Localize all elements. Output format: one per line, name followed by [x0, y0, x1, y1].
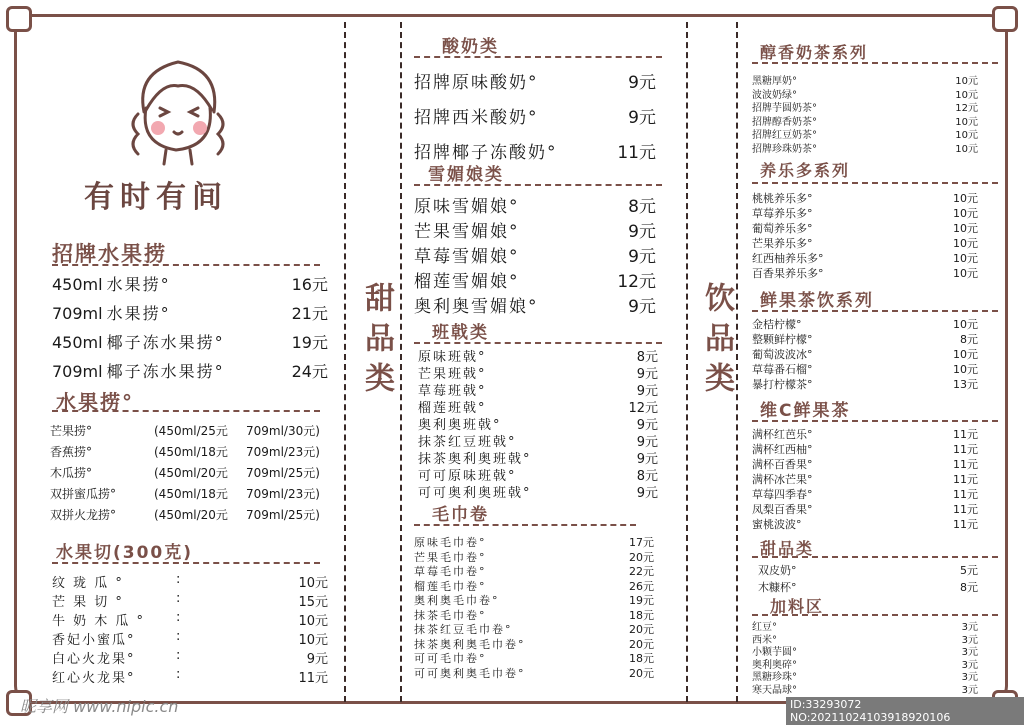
dessert-category-label: 甜品类 — [359, 282, 394, 402]
menu-item-name: 草莓班戟° — [418, 384, 487, 399]
menu-item-name: 草莓四季春° — [752, 488, 813, 501]
menu-item-price: 9元 — [636, 452, 658, 467]
divider-2 — [400, 22, 402, 702]
menu-item-price: 9元 — [628, 297, 656, 317]
menu-item-name: 黑糖厚奶° — [752, 76, 797, 87]
menu-item-name: 满杯百香果° — [752, 458, 813, 471]
section-title-vitc: 维C鲜果茶 — [760, 401, 851, 421]
section-divider — [752, 310, 998, 312]
menu-item-price: 9元 — [628, 222, 656, 242]
menu-item-price: 17元 — [629, 536, 654, 549]
menu-item-price: 10元 — [953, 318, 978, 331]
section-divider — [752, 556, 998, 558]
menu-item-name: 寒天晶球° — [752, 684, 797, 696]
menu-item — [752, 205, 978, 221]
menu-item-price: 3元 — [961, 684, 978, 696]
menu-item-price: 10元 — [955, 116, 978, 128]
menu-item — [52, 272, 328, 295]
menu-item-colon: : — [176, 629, 181, 644]
menu-item — [752, 220, 978, 236]
menu-item — [752, 190, 978, 206]
menu-item — [52, 301, 328, 324]
section-divider — [52, 562, 320, 564]
menu-item — [758, 579, 978, 595]
menu-item — [52, 591, 328, 610]
menu-item-name: 桃桃养乐多° — [752, 192, 813, 205]
menu-item-name: 抹茶红豆班戟° — [418, 435, 517, 450]
menu-item-price: 3元 — [961, 634, 978, 646]
menu-item-price: 3元 — [961, 659, 978, 671]
menu-item-name: 金桔柠檬° — [752, 318, 802, 331]
menu-item-price: 16元 — [291, 275, 328, 294]
menu-item-a: (450ml/18元 — [154, 487, 228, 501]
menu-item-price: 12元 — [955, 103, 978, 114]
menu-item — [752, 486, 978, 502]
menu-item-name: 抹茶奥利奥班戟° — [418, 452, 532, 467]
menu-item-name: 水果捞° — [106, 304, 171, 323]
menu-item-name: 招牌珍珠奶茶° — [752, 143, 817, 155]
menu-item — [414, 68, 656, 93]
menu-item-name: 葡萄养乐多° — [752, 222, 813, 235]
menu-item-name: 可可奥利奥毛巾卷° — [414, 666, 526, 680]
menu-item-name: 木糠杯° — [758, 581, 797, 594]
menu-item-price: 10元 — [955, 76, 978, 87]
menu-item-name: 暴打柠檬茶° — [752, 378, 813, 391]
menu-item-name: 满杯冰芒果° — [752, 473, 813, 486]
divider-1 — [344, 22, 346, 702]
menu-item-price: 13元 — [953, 378, 978, 391]
menu-item-price: 11元 — [953, 428, 978, 441]
section-title-fruit-laogao: 招牌水果捞 — [52, 242, 167, 266]
menu-item — [752, 316, 978, 332]
menu-item-name: 芒果捞° — [50, 424, 93, 438]
menu-item-name: 可可奥利奥班戟° — [418, 486, 532, 501]
menu-item-price: 3元 — [961, 672, 978, 683]
menu-item-name: 抹茶毛巾卷° — [414, 608, 487, 622]
menu-item-name: 椰子冻水果捞° — [106, 333, 225, 352]
menu-item-name: 草莓养乐多° — [752, 207, 813, 220]
menu-item — [414, 242, 656, 267]
menu-item — [758, 562, 978, 578]
menu-item-price: 11元 — [953, 458, 978, 471]
menu-item-price: 20元 — [629, 637, 654, 651]
section-divider — [414, 342, 662, 344]
menu-item — [752, 361, 978, 377]
menu-item-price: 19元 — [629, 594, 654, 607]
section-divider — [414, 56, 662, 58]
menu-item — [752, 346, 978, 362]
section-divider — [752, 62, 998, 64]
menu-item — [752, 516, 978, 532]
menu-item-name: 奥利奥班戟° — [418, 418, 502, 433]
menu-item-name: 蜜桃波波° — [752, 518, 802, 531]
divider-3 — [686, 22, 688, 702]
menu-item-price: 10元 — [955, 89, 978, 101]
watermark-id: ID:33293072 NO:20211024103918920106 — [786, 697, 1024, 725]
menu-item-name: 奥利奥碎° — [752, 659, 797, 671]
menu-item-name: 原味班戟° — [418, 350, 487, 365]
menu-item — [752, 140, 978, 155]
menu-item-a: (450ml/25元 — [154, 424, 228, 438]
menu-item-price: 9元 — [628, 247, 656, 267]
menu-item-price: 10元 — [298, 576, 328, 591]
menu-item-price: 8元 — [960, 581, 978, 594]
menu-item-price: 11元 — [953, 473, 978, 486]
menu-item-name: 黑糖珍珠° — [752, 672, 797, 683]
menu-item-price: 10元 — [953, 237, 978, 250]
menu-item-name: 芒 果 切 ° — [52, 595, 124, 610]
menu-item — [752, 331, 978, 347]
menu-item-price: 10元 — [298, 633, 328, 648]
menu-item-name: 芒果雪媚娘° — [414, 222, 520, 242]
menu-item-price: 10元 — [953, 192, 978, 205]
menu-item-name: 双拼蜜瓜捞° — [50, 487, 117, 501]
menu-item-name: 招牌椰子冻酸奶° — [414, 143, 558, 163]
menu-item — [418, 482, 658, 501]
menu-item-a: (450ml/18元 — [154, 445, 228, 459]
menu-item — [52, 667, 328, 686]
menu-item-price: 10元 — [955, 130, 978, 141]
menu-item-name: 双皮奶° — [758, 564, 797, 577]
menu-item-price: 9元 — [306, 652, 328, 667]
menu-item — [752, 426, 978, 442]
menu-item — [52, 610, 328, 629]
menu-item-name: 百香果养乐多° — [752, 267, 824, 280]
menu-item-price: 11元 — [953, 503, 978, 516]
menu-item-name: 双拼火龙捞° — [50, 508, 117, 522]
watermark-site: 昵享网 www.nipic.cn — [20, 697, 179, 716]
menu-item-name: 抹茶红豆毛巾卷° — [414, 623, 513, 636]
menu-item-name: 香蕉捞° — [50, 445, 93, 459]
section-title-banji: 班戟类 — [432, 323, 489, 343]
menu-item — [752, 265, 978, 281]
section-title-yakult: 养乐多系列 — [760, 161, 851, 180]
section-title-yogurt: 酸奶类 — [442, 37, 499, 57]
menu-item-colon: : — [176, 667, 181, 682]
menu-item-name: 芒果毛巾卷° — [414, 550, 487, 564]
section-divider — [752, 420, 998, 422]
menu-item-name: 原味毛巾卷° — [414, 536, 487, 549]
menu-item — [52, 330, 328, 353]
menu-item-name: 纹 珑 瓜 ° — [52, 576, 124, 591]
menu-item-b: 709ml/23元) — [246, 487, 320, 501]
menu-item — [414, 665, 654, 681]
menu-item-name: 木瓜捞° — [50, 466, 93, 480]
menu-item — [752, 456, 978, 472]
menu-item-b: 709ml/23元) — [246, 445, 320, 459]
menu-item-price: 11元 — [953, 518, 978, 531]
menu-item-price: 26元 — [629, 579, 654, 593]
menu-item — [414, 192, 656, 217]
menu-item-price: 8元 — [636, 350, 658, 365]
menu-item-name: 招牌红豆奶茶° — [752, 130, 817, 141]
section-title-dessert2: 甜品类 — [760, 539, 815, 558]
menu-item-name: 椰子冻水果捞° — [106, 362, 225, 381]
menu-item-price: 11元 — [953, 488, 978, 501]
menu-item-price: 18元 — [629, 608, 654, 622]
menu-item — [752, 250, 978, 266]
section-title-xuemei: 雪媚娘类 — [428, 165, 504, 185]
menu-item-name: 凤梨百香果° — [752, 503, 813, 516]
menu-item-price: 20元 — [629, 666, 654, 680]
menu-item-name: 榴莲雪媚娘° — [414, 272, 520, 292]
menu-item — [50, 422, 332, 439]
menu-item-name: 原味雪媚娘° — [414, 197, 520, 217]
menu-item-name: 葡萄波波冰° — [752, 348, 813, 361]
section-divider — [752, 614, 998, 616]
menu-item — [414, 217, 656, 242]
menu-item — [414, 292, 656, 317]
menu-item-price: 15元 — [298, 595, 328, 610]
menu-item-name: 榴莲班戟° — [418, 401, 487, 416]
menu-item-name: 红心火龙果° — [52, 671, 136, 686]
menu-item — [52, 572, 328, 591]
menu-item-price: 9元 — [628, 108, 656, 128]
menu-item-name: 草莓雪媚娘° — [414, 247, 520, 267]
menu-item — [52, 648, 328, 667]
menu-item-price: 11元 — [617, 143, 656, 163]
section-divider — [414, 524, 636, 526]
menu-item-price: 9元 — [628, 73, 656, 93]
menu-item-colon: : — [176, 572, 181, 587]
menu-item-price: 9元 — [636, 367, 658, 382]
menu-item-colon: : — [176, 610, 181, 625]
menu-item-name: 小颗芋圆° — [752, 647, 797, 658]
girl-mascot-logo — [116, 52, 242, 168]
section-title-toppings: 加料区 — [770, 597, 825, 616]
menu-item-name: 波波奶绿° — [752, 89, 797, 101]
section-divider — [752, 182, 998, 184]
menu-item-a: (450ml/20元 — [154, 466, 228, 480]
menu-item-price: 12元 — [617, 272, 656, 292]
menu-item-colon: : — [176, 591, 181, 606]
menu-item — [52, 629, 328, 648]
menu-item-price: 10元 — [953, 252, 978, 265]
menu-item — [50, 464, 332, 481]
menu-item-name: 满杯红芭乐° — [752, 428, 813, 441]
menu-item-name: 西米° — [752, 634, 777, 646]
menu-item-name: 奥利奥毛巾卷° — [414, 594, 500, 607]
menu-item-name: 红豆° — [752, 622, 777, 633]
menu-item-price: 8元 — [628, 197, 656, 217]
menu-item-price: 9元 — [636, 384, 658, 399]
menu-item-name: 招牌醇香奶茶° — [752, 116, 817, 128]
menu-item-name: 红西柚养乐多° — [752, 252, 824, 265]
menu-item-price: 9元 — [636, 486, 658, 501]
menu-item — [50, 443, 332, 460]
menu-item-name: 奥利奥雪媚娘° — [414, 297, 539, 317]
menu-item — [752, 235, 978, 251]
menu-item-name: 招牌原味酸奶° — [414, 73, 539, 93]
menu-item-price: 9元 — [636, 435, 658, 450]
menu-item-name: 香妃小蜜瓜° — [52, 633, 136, 648]
menu-item — [50, 506, 332, 523]
menu-item-price: 11元 — [953, 443, 978, 456]
menu-item-a: (450ml/20元 — [154, 508, 228, 522]
menu-item-price: 10元 — [953, 348, 978, 361]
menu-item-price: 21元 — [291, 304, 328, 323]
menu-item — [752, 501, 978, 517]
menu-item — [752, 681, 978, 696]
menu-item-price: 8元 — [960, 333, 978, 346]
frame-corner-tr — [992, 6, 1018, 32]
section-divider — [52, 410, 320, 412]
menu-item-price: 20元 — [629, 550, 654, 564]
section-title-maojin: 毛巾卷 — [432, 505, 489, 525]
menu-item — [752, 441, 978, 457]
menu-item-price: 9元 — [636, 418, 658, 433]
menu-item-name: 芒果养乐多° — [752, 237, 813, 250]
section-title-fruit-laogao2: 水果捞° — [56, 390, 134, 414]
menu-item-name: 可可原味班戟° — [418, 469, 517, 484]
menu-item — [752, 471, 978, 487]
menu-item-price: 3元 — [961, 622, 978, 633]
menu-item-name: 抹茶奥利奥毛巾卷° — [414, 637, 526, 651]
menu-item-price: 19元 — [291, 333, 328, 352]
menu-item-size: 709ml — [52, 362, 103, 381]
section-divider — [52, 264, 320, 266]
menu-item — [414, 267, 656, 292]
menu-item-name: 满杯红西柚° — [752, 443, 813, 456]
menu-item-name: 可可毛巾卷° — [414, 652, 487, 665]
menu-item — [752, 376, 978, 392]
menu-item-name: 白心火龙果° — [52, 652, 136, 667]
menu-item-b: 709ml/30元) — [246, 424, 320, 438]
menu-item-price: 20元 — [629, 623, 654, 636]
menu-item-price: 3元 — [961, 647, 978, 658]
menu-item-name: 芒果班戟° — [418, 367, 487, 382]
menu-item-price: 5元 — [960, 564, 978, 577]
menu-item — [414, 103, 656, 128]
section-title-milktea: 醇香奶茶系列 — [760, 43, 869, 62]
menu-item-price: 10元 — [955, 143, 978, 155]
menu-item-name: 牛 奶 木 瓜 ° — [52, 614, 146, 629]
menu-item-name: 招牌芋圆奶茶° — [752, 103, 817, 114]
menu-item-b: 709ml/25元) — [246, 466, 320, 480]
menu-item-price: 22元 — [629, 565, 654, 578]
menu-item-price: 24元 — [291, 362, 328, 381]
menu-item-b: 709ml/25元) — [246, 508, 320, 522]
menu-item-name: 水果捞° — [106, 275, 171, 294]
menu-item-price: 18元 — [629, 652, 654, 665]
menu-item-price: 10元 — [953, 267, 978, 280]
menu-item-size: 450ml — [52, 275, 103, 294]
menu-item-price: 8元 — [636, 469, 658, 484]
menu-item — [52, 359, 328, 382]
menu-item-size: 709ml — [52, 304, 103, 323]
section-title-fruit-cut: 水果切(300克) — [56, 543, 194, 563]
menu-item-price: 10元 — [953, 207, 978, 220]
menu-item-name: 整颗鲜柠檬° — [752, 333, 813, 346]
menu-item-price: 10元 — [953, 222, 978, 235]
section-divider — [414, 184, 662, 186]
menu-item-name: 榴莲毛巾卷° — [414, 579, 487, 593]
menu-item-name: 招牌西米酸奶° — [414, 108, 539, 128]
menu-item-colon: : — [176, 648, 181, 663]
shop-name: 有时有间 — [84, 180, 228, 215]
menu-item-price: 11元 — [298, 671, 328, 686]
menu-item-price: 10元 — [953, 363, 978, 376]
drinks-category-label: 饮品类 — [699, 282, 734, 402]
section-title-fruit-tea: 鲜果茶饮系列 — [760, 291, 874, 311]
menu-item-price: 12元 — [628, 401, 658, 416]
menu-item-name: 草莓番石榴° — [752, 363, 813, 376]
menu-item — [50, 485, 332, 502]
frame-corner-tl — [6, 6, 32, 32]
menu-item-name: 草莓毛巾卷° — [414, 565, 487, 578]
menu-item-price: 10元 — [298, 614, 328, 629]
menu-item-size: 450ml — [52, 333, 103, 352]
